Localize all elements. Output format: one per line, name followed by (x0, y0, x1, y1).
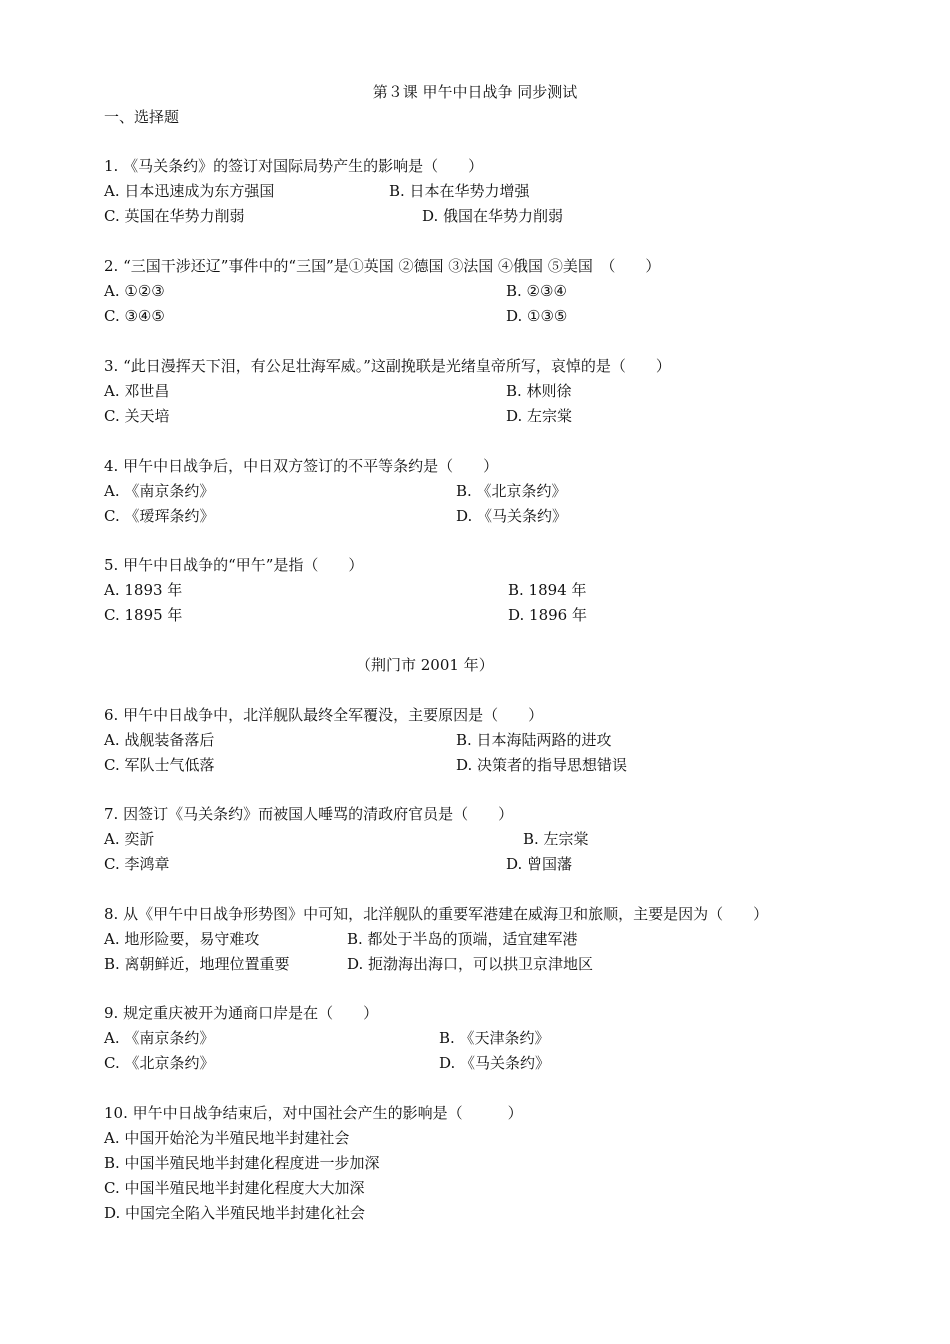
question-5-option-d: D. 1896 年 (508, 606, 587, 624)
question-4-option-b: B. 《北京条约》 (456, 482, 567, 500)
question-9-option-a: A. 《南京条约》 (104, 1029, 215, 1047)
question-7-option-c: C. 李鸿章 (104, 855, 170, 873)
page-title: 第３课 甲午中日战争 同步测试 (372, 83, 578, 101)
question-6-stem: 6. 甲午中日战争中，北洋舰队最终全军覆没，主要原因是（ ） (104, 706, 544, 724)
question-8-option-d: D. 扼渤海出海口，可以拱卫京津地区 (347, 955, 594, 973)
question-5-stem: 5. 甲午中日战争的“甲午”是指（ ） (104, 556, 364, 574)
question-2-option-d: D. ①③⑤ (506, 307, 568, 325)
question-9-option-b: B. 《天津条约》 (439, 1029, 550, 1047)
question-5-option-c: C. 1895 年 (104, 606, 183, 624)
section-heading: 一、选择题 (104, 108, 180, 126)
question-9-option-c: C. 《北京条约》 (104, 1054, 215, 1072)
question-2-option-c: C. ③④⑤ (104, 307, 165, 325)
question-5-option-a: A. 1893 年 (104, 581, 183, 599)
question-7-option-b: B. 左宗棠 (523, 830, 589, 848)
question-3-option-a: A. 邓世昌 (104, 382, 170, 400)
question-7-option-a: A. 奕訢 (104, 830, 155, 848)
question-1-option-a: A. 日本迅速成为东方强国 (104, 182, 275, 200)
question-4-option-d: D. 《马关条约》 (456, 507, 568, 525)
question-6-option-d: D. 决策者的指导思想错误 (456, 756, 628, 774)
question-5-option-b: B. 1894 年 (508, 581, 587, 599)
question-6-option-c: C. 军队士气低落 (104, 756, 215, 774)
question-1-option-c: C. 英国在华势力削弱 (104, 207, 245, 225)
question-1-option-d: D. 俄国在华势力削弱 (422, 207, 564, 225)
question-3-stem: 3. “此日漫挥天下泪，有公足壮海军威。”这副挽联是光绪皇帝所写，哀悼的是（ ） (104, 357, 671, 375)
question-2-stem: 2. “三国干涉还辽”事件中的“三国”是①英国 ②德国 ③法国 ④俄国 ⑤美国 （ ） (104, 257, 661, 275)
question-3-option-c: C. 关天培 (104, 407, 170, 425)
question-10-stem: 10. 甲午中日战争结束后，对中国社会产生的影响是（ ） (104, 1104, 523, 1122)
question-2-option-b: B. ②③④ (506, 282, 567, 300)
question-7-option-d: D. 曾国藩 (506, 855, 573, 873)
question-10-option-c: C. 中国半殖民地半封建化程度大大加深 (104, 1179, 365, 1197)
question-10-option-a: A. 中国开始沦为半殖民地半封建社会 (104, 1129, 350, 1147)
question-10-option-b: B. 中国半殖民地半封建化程度进一步加深 (104, 1154, 380, 1172)
question-4-option-c: C. 《瑷珲条约》 (104, 507, 215, 525)
question-6-option-a: A. 战舰装备落后 (104, 731, 215, 749)
question-6-option-b: B. 日本海陆两路的进攻 (456, 731, 612, 749)
question-3-option-d: D. 左宗棠 (506, 407, 573, 425)
question-4-option-a: A. 《南京条约》 (104, 482, 215, 500)
question-8-option-c: B. 离朝鲜近，地理位置重要 (104, 955, 290, 973)
question-3-option-b: B. 林则徐 (506, 382, 572, 400)
question-8-option-b: B. 都处于半岛的顶端，适宜建军港 (347, 930, 578, 948)
question-9-option-d: D. 《马关条约》 (439, 1054, 551, 1072)
source-note: （荆门市 2001 年） (356, 656, 494, 674)
question-9-stem: 9. 规定重庆被开为通商口岸是在（ ） (104, 1004, 379, 1022)
question-4-stem: 4. 甲午中日战争后，中日双方签订的不平等条约是（ ） (104, 457, 499, 475)
question-10-option-d: D. 中国完全陷入半殖民地半封建化社会 (104, 1204, 366, 1222)
question-1-option-b: B. 日本在华势力增强 (389, 182, 530, 200)
question-7-stem: 7. 因签订《马关条约》而被国人唾骂的清政府官员是（ ） (104, 805, 514, 823)
question-8-option-a: A. 地形险要，易守难攻 (104, 930, 260, 948)
question-8-stem: 8. 从《甲午中日战争形势图》中可知，北洋舰队的重要军港建在威海卫和旅顺，主要是因为（ ） (104, 905, 769, 923)
question-1-stem: 1. 《马关条约》的签订对国际局势产生的影响是（ ） (104, 157, 484, 175)
question-2-option-a: A. ①②③ (104, 282, 165, 300)
